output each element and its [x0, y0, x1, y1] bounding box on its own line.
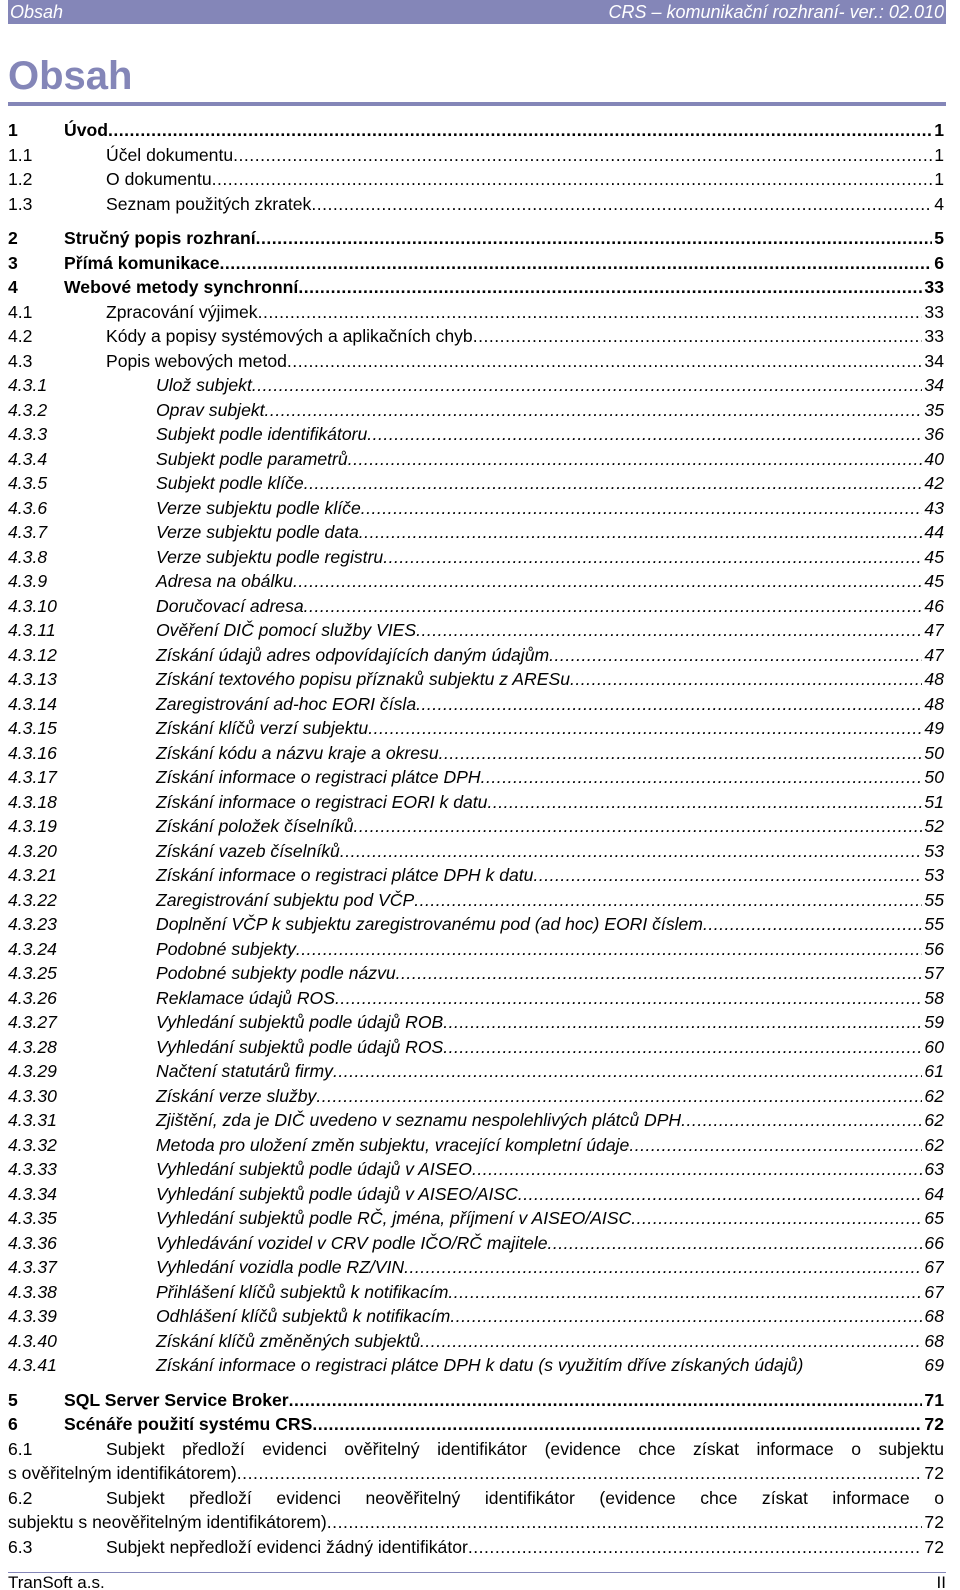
toc-entry-page: 51: [924, 791, 944, 812]
toc-entry-title: Verze subjektu podle klíče: [156, 497, 361, 518]
footer-company: TranSoft a.s.: [8, 1573, 105, 1590]
toc-entry[interactable]: [8, 1059, 944, 1084]
toc-entry-title: Zjištění, zda je DIČ uvedeno v seznamu nespolehlivých plátců DPH: [156, 1110, 682, 1130]
toc-entry[interactable]: [8, 1280, 944, 1305]
toc-entry-page: 34: [924, 375, 944, 395]
toc-entry-number: 4.3.9: [8, 571, 48, 591]
toc-entry-page: 58: [924, 987, 944, 1008]
toc-entry-title: Získání položek číselníků: [156, 816, 354, 836]
toc-leader: [681, 1108, 922, 1133]
toc-entry-number: 3: [8, 252, 18, 273]
toc-entry[interactable]: [8, 520, 944, 545]
toc-entry-number: 4: [8, 277, 18, 297]
toc-leader: [420, 1329, 922, 1354]
toc-entry-page: 53: [924, 865, 944, 885]
toc-entry-page: 40: [924, 448, 944, 469]
toc-entry-number: 4.3.7: [8, 522, 48, 542]
toc-leader: [316, 1084, 922, 1109]
toc-leader: [289, 1388, 923, 1413]
toc-leader: [333, 1059, 922, 1084]
toc-entry[interactable]: [8, 1231, 944, 1256]
toc-entry-title: Získání klíčů verzí subjektu: [156, 718, 369, 738]
toc-entry-title: Vyhledávání vozidel v CRV podle IČO/RČ majitele: [156, 1232, 548, 1253]
toc-leader: [108, 118, 932, 143]
toc-entry-page: 57: [924, 963, 944, 983]
toc-entry[interactable]: [8, 226, 944, 251]
toc-entry-number: 4.2: [8, 326, 33, 346]
toc-leader: [298, 275, 922, 300]
toc-entry[interactable]: [8, 888, 944, 913]
toc-entry-title: Vyhledání subjektů podle údajů v AISEO: [156, 1159, 472, 1179]
toc-leader: [327, 1510, 923, 1535]
toc-entry-page: 33: [924, 277, 944, 297]
toc-entry[interactable]: [8, 839, 944, 864]
toc-entry-title: Zpracování výjimek: [106, 301, 258, 322]
toc-entry-page: 59: [924, 1012, 944, 1032]
toc-entry[interactable]: [8, 447, 944, 472]
toc-entry-title: Doplnění VČP k subjektu zaregistrovanému pod (ad hoc) EORI číslem: [156, 914, 703, 934]
toc-entry-title: Načtení statutárů firmy: [156, 1061, 333, 1081]
toc-leader: [439, 741, 923, 766]
toc-leader: [487, 790, 922, 815]
toc-entry[interactable]: [8, 1353, 944, 1378]
toc-entry-title: SQL Server Service Broker: [64, 1389, 289, 1410]
toc-entry-page: 46: [924, 595, 944, 616]
toc-entry-number: 4.3.38: [8, 1281, 57, 1302]
toc-entry-page: 55: [924, 889, 944, 910]
toc-entry[interactable]: [8, 1535, 944, 1560]
toc-entry-line: [8, 1510, 944, 1535]
toc-entry-page: 62: [924, 1110, 944, 1130]
toc-leader: [293, 569, 922, 594]
toc-entry-page: 55: [924, 914, 944, 934]
toc-entry-number: 4.3.12: [8, 644, 57, 665]
toc-leader: [481, 765, 923, 790]
toc-entry-number: 4.3.34: [8, 1183, 57, 1204]
toc-entry-number: 4.3.2: [8, 399, 48, 420]
toc-entry-title: Adresa na obálku: [156, 571, 293, 591]
toc-entry[interactable]: [8, 1437, 944, 1486]
toc-entry-title: Vyhledání subjektů podle RČ, jména, příjmení v AISEO/AISC: [156, 1208, 632, 1228]
toc-entry-page: 6: [934, 252, 944, 273]
toc-entry-title: Získání informace o registraci plátce DPH k datu (s využitím dříve získaných údajů): [156, 1355, 804, 1375]
toc-entry-title: Odhlášení klíčů subjektů k notifikacím: [156, 1306, 451, 1326]
page-footer: [8, 1572, 946, 1590]
toc-entry-title: Metoda pro uložení změn subjektu, vracející kompletní údaje: [156, 1134, 630, 1155]
toc-entry-title: Zaregistrování subjektu pod VČP: [156, 889, 415, 910]
toc-entry-title: Získání údajů adres odpovídajících daným údajům: [156, 644, 550, 665]
toc-leader: [473, 324, 923, 349]
toc-leader: [219, 251, 932, 276]
toc-entry-number: 1.2: [8, 169, 33, 189]
toc-entry[interactable]: [8, 667, 944, 692]
toc-entry-number: 4.3.29: [8, 1061, 57, 1081]
toc-entry-number: 4.3.23: [8, 914, 57, 934]
toc-leader: [383, 545, 922, 570]
table-of-contents: [8, 118, 944, 1559]
toc-entry-number: 4.3.36: [8, 1232, 57, 1253]
toc-entry-page: 72: [924, 1463, 944, 1483]
toc-entry[interactable]: [8, 324, 944, 349]
toc-entry-number: 4.3.20: [8, 840, 57, 861]
toc-entry[interactable]: [8, 300, 944, 325]
toc-leader: [312, 1412, 922, 1437]
toc-leader: [443, 1010, 922, 1035]
toc-entry-number: 4.3.25: [8, 963, 57, 983]
toc-entry-number: 4.3.41: [8, 1355, 57, 1375]
toc-entry-page: 33: [924, 301, 944, 322]
toc-entry[interactable]: [8, 643, 944, 668]
toc-entry-title: Kódy a popisy systémových a aplikačních chyb: [106, 326, 473, 346]
toc-entry-page: 50: [924, 767, 944, 787]
toc-entry-title: Subjekt podle identifikátoru: [156, 424, 368, 444]
toc-entry-title: Podobné subjekty: [156, 938, 296, 959]
toc-entry[interactable]: [8, 863, 944, 888]
toc-leader: [304, 471, 923, 496]
toc-entry-page: 35: [924, 399, 944, 420]
toc-entry-number: 4.3.4: [8, 448, 48, 469]
toc-entry-title: Podobné subjekty podle názvu: [156, 963, 396, 983]
toc-entry-number: 4.3.15: [8, 718, 57, 738]
toc-leader: [448, 1280, 922, 1305]
toc-entry-page: 34: [924, 350, 944, 371]
toc-leader: [258, 300, 923, 325]
toc-entry[interactable]: [8, 1329, 944, 1354]
toc-entry-title: Vyhledání subjektů podle údajů ROB: [156, 1012, 444, 1032]
toc-entry-title: Subjekt nepředloží evidenci žádný identifikátor: [106, 1536, 468, 1557]
toc-leader: [304, 594, 923, 619]
toc-entry-page: 45: [924, 571, 944, 591]
toc-entry-number: 2: [8, 228, 18, 248]
toc-entry-title: Zaregistrování ad-hoc EORI čísla: [156, 693, 417, 714]
toc-leader: [359, 520, 923, 545]
toc-entry[interactable]: [8, 1010, 944, 1035]
toc-entry-number: 4.3.13: [8, 669, 57, 689]
title-rule: [8, 102, 946, 106]
toc-entry-number: 4.3.33: [8, 1159, 57, 1179]
toc-leader: [368, 716, 922, 741]
toc-entry-number: 4.3.6: [8, 497, 48, 518]
toc-leader: [361, 496, 923, 521]
toc-leader: [367, 422, 922, 447]
toc-entry-number: 4.3.40: [8, 1330, 57, 1351]
toc-entry-title: Reklamace údajů ROS: [156, 987, 335, 1008]
header-section-label: Obsah: [10, 1, 64, 22]
toc-entry-title: Získání klíčů změněných subjektů: [156, 1330, 421, 1351]
toc-entry-number: 1: [8, 120, 18, 140]
toc-entry-page: 72: [924, 1536, 944, 1557]
toc-entry-number: 1.1: [8, 144, 33, 165]
toc-entry-number: 1.3: [8, 193, 33, 214]
toc-entry-page: 72: [924, 1414, 944, 1434]
toc-entry-number: 4.3.21: [8, 865, 57, 885]
toc-entry-title: Přímá komunikace: [64, 252, 220, 273]
toc-entry[interactable]: [8, 1412, 944, 1437]
toc-leader: [629, 1133, 922, 1158]
toc-entry-title: Subjekt předloží evidenci neověřitelný identifikátor (evidence chce získat informace o: [106, 1487, 944, 1508]
toc-entry[interactable]: [8, 143, 944, 168]
toc-entry-title-continued: subjektu s neověřitelným identifikátorem): [8, 1512, 327, 1532]
toc-leader: [443, 1035, 922, 1060]
toc-entry-title: Seznam použitých zkratek: [106, 193, 312, 214]
toc-entry-line: [8, 1461, 944, 1486]
toc-leader: [549, 643, 922, 668]
toc-entry[interactable]: [8, 961, 944, 986]
footer-page-number: II: [936, 1573, 946, 1590]
toc-entry-number: 4.1: [8, 301, 33, 322]
toc-entry[interactable]: [8, 1157, 944, 1182]
toc-leader: [265, 398, 923, 423]
toc-entry-page: 1: [934, 144, 944, 165]
toc-entry[interactable]: [8, 1108, 944, 1133]
toc-entry-title: Přihlášení klíčů subjektů k notifikacím: [156, 1281, 449, 1302]
toc-entry-title: Subjekt předloží evidenci ověřitelný identifikátor (evidence chce získat informace o subjektu: [106, 1438, 944, 1459]
toc-entry-title: Doručovací adresa: [156, 595, 304, 616]
toc-entry[interactable]: [8, 471, 944, 496]
toc-entry-number: 4.3.18: [8, 791, 57, 812]
toc-entry[interactable]: [8, 912, 944, 937]
toc-entry-title: Verze subjektu podle registru: [156, 546, 384, 567]
toc-leader: [404, 1255, 922, 1280]
toc-entry-title: Získání informace o registraci EORI k datu: [156, 791, 488, 812]
toc-entry-page: 62: [924, 1134, 944, 1155]
toc-entry-number: 4.3.8: [8, 546, 48, 567]
toc-entry-page: 1: [934, 120, 944, 140]
toc-entry-page: 36: [924, 424, 944, 444]
toc-entry[interactable]: [8, 716, 944, 741]
toc-entry-page: 67: [924, 1281, 944, 1302]
toc-entry[interactable]: [8, 1255, 944, 1280]
toc-entry-number: 4.3.19: [8, 816, 57, 836]
toc-entry-page: 65: [924, 1208, 944, 1228]
toc-entry[interactable]: [8, 1206, 944, 1231]
toc-leader: [252, 373, 923, 398]
toc-entry[interactable]: [8, 1084, 944, 1109]
toc-leader: [416, 692, 922, 717]
toc-entry[interactable]: [8, 692, 944, 717]
toc-leader: [468, 1535, 923, 1560]
page-title: Obsah: [8, 54, 133, 98]
toc-entry-title: Verze subjektu podle data: [156, 522, 359, 542]
toc-leader: [533, 863, 922, 888]
toc-leader: [340, 839, 923, 864]
toc-entry-number: 4.3.14: [8, 693, 57, 714]
toc-entry-page: 66: [924, 1232, 944, 1253]
toc-entry-page: 50: [924, 742, 944, 763]
toc-entry-title: Získání informace o registraci plátce DPH: [156, 767, 481, 787]
toc-entry-page: 47: [924, 644, 944, 665]
toc-entry[interactable]: [8, 398, 944, 423]
toc-entry[interactable]: [8, 167, 944, 192]
toc-entry[interactable]: [8, 275, 944, 300]
toc-entry-number: 4.3.35: [8, 1208, 57, 1228]
toc-entry-title: Získání vazeb číselníků: [156, 840, 340, 861]
toc-entry[interactable]: [8, 349, 944, 374]
toc-entry-number: 4.3.16: [8, 742, 57, 763]
toc-leader: [472, 1157, 922, 1182]
toc-entry[interactable]: [8, 1182, 944, 1207]
toc-entry[interactable]: [8, 790, 944, 815]
toc-entry-title: Ověření DIČ pomocí služby VIES: [156, 620, 417, 640]
toc-entry-page: 48: [924, 669, 944, 689]
toc-entry[interactable]: [8, 814, 944, 839]
toc-entry-title: Vyhledání vozidla podle RZ/VIN: [156, 1257, 405, 1277]
toc-entry-page: 69: [924, 1355, 944, 1375]
toc-entry-title: Získání kódu a názvu kraje a okresu: [156, 742, 439, 763]
toc-entry-number: 6: [8, 1414, 18, 1434]
toc-leader: [348, 447, 923, 472]
toc-entry[interactable]: [8, 618, 944, 643]
toc-entry-number: 4.3.27: [8, 1012, 57, 1032]
toc-entry-number: 4.3.17: [8, 767, 57, 787]
toc-entry-number: 4.3.5: [8, 473, 48, 493]
toc-entry-title: Ulož subjekt: [156, 375, 252, 395]
toc-entry-title: Vyhledání subjektů podle údajů v AISEO/AISC: [156, 1183, 518, 1204]
toc-leader: [703, 912, 922, 937]
toc-entry-number: 4.3.28: [8, 1036, 57, 1057]
toc-leader: [311, 192, 932, 217]
toc-entry-number: 4.3.1: [8, 375, 48, 395]
toc-entry[interactable]: [8, 741, 944, 766]
toc-entry-line: [8, 1437, 944, 1462]
toc-leader: [237, 1461, 923, 1486]
toc-entry[interactable]: [8, 1035, 944, 1060]
toc-entry-page: 45: [924, 546, 944, 567]
toc-entry-title-continued: s ověřitelným identifikátorem): [8, 1463, 237, 1483]
toc-entry[interactable]: [8, 422, 944, 447]
toc-entry[interactable]: [8, 192, 944, 217]
toc-entry-page: 60: [924, 1036, 944, 1057]
toc-leader: [518, 1182, 923, 1207]
toc-entry-title: Získání informace o registraci plátce DPH k datu: [156, 865, 534, 885]
toc-entry-page: 62: [924, 1085, 944, 1106]
toc-leader: [396, 961, 923, 986]
toc-entry[interactable]: [8, 118, 944, 143]
toc-entry-title: Úvod: [64, 120, 108, 140]
toc-entry-page: 43: [924, 497, 944, 518]
toc-entry[interactable]: [8, 251, 944, 276]
toc-entry-number: 4.3: [8, 350, 33, 371]
toc-entry-number: 4.3.37: [8, 1257, 57, 1277]
toc-entry-page: 42: [924, 473, 944, 493]
toc-entry-number: 6.1: [8, 1438, 33, 1459]
toc-entry[interactable]: [8, 594, 944, 619]
toc-entry[interactable]: [8, 765, 944, 790]
toc-leader: [287, 349, 923, 374]
toc-entry-number: 5: [8, 1389, 18, 1410]
toc-leader: [416, 618, 922, 643]
toc-leader: [296, 937, 923, 962]
toc-entry[interactable]: [8, 496, 944, 521]
toc-entry[interactable]: [8, 937, 944, 962]
toc-entry-number: 4.3.39: [8, 1306, 57, 1326]
toc-leader: [548, 1231, 923, 1256]
toc-entry-number: 4.3.30: [8, 1085, 57, 1106]
toc-entry[interactable]: [8, 1388, 944, 1413]
toc-entry[interactable]: [8, 373, 944, 398]
toc-entry-title: Stručný popis rozhraní: [64, 228, 256, 248]
toc-entry-title: Oprav subjekt: [156, 399, 265, 420]
toc-entry-page: 64: [924, 1183, 944, 1204]
toc-entry-number: 6.3: [8, 1536, 33, 1557]
toc-entry-page: 68: [924, 1306, 944, 1326]
toc-entry-title: Vyhledání subjektů podle údajů ROS: [156, 1036, 444, 1057]
toc-entry-title: Popis webových metod: [106, 350, 287, 371]
toc-entry-page: 72: [924, 1512, 944, 1532]
toc-entry-title: Scénáře použití systému CRS: [64, 1414, 313, 1434]
toc-leader: [631, 1206, 922, 1231]
toc-entry[interactable]: [8, 545, 944, 570]
toc-entry-number: 4.3.11: [8, 620, 56, 640]
toc-entry-page: 47: [924, 620, 944, 640]
toc-entry[interactable]: [8, 1486, 944, 1535]
toc-entry-number: 4.3.26: [8, 987, 57, 1008]
toc-leader: [212, 167, 933, 192]
page-header: [8, 0, 946, 24]
toc-entry-page: 52: [924, 816, 944, 836]
toc-entry-page: 48: [924, 693, 944, 714]
toc-entry[interactable]: [8, 1304, 944, 1329]
toc-entry-page: 53: [924, 840, 944, 861]
toc-leader: [256, 226, 933, 251]
toc-leader: [570, 667, 922, 692]
header-document-label: CRS – komunikační rozhraní- ver.: 02.010: [608, 1, 944, 22]
toc-entry-page: 68: [924, 1330, 944, 1351]
toc-entry-number: 4.3.32: [8, 1134, 57, 1155]
toc-entry-page: 67: [924, 1257, 944, 1277]
toc-entry-page: 5: [934, 228, 944, 248]
toc-leader: [450, 1304, 922, 1329]
toc-leader: [233, 143, 932, 168]
toc-entry[interactable]: [8, 1133, 944, 1158]
toc-entry-number: 4.3.10: [8, 595, 57, 616]
toc-entry-number: 4.3.31: [8, 1110, 57, 1130]
toc-entry-number: 4.3.24: [8, 938, 57, 959]
toc-entry-title: Webové metody synchronní: [64, 277, 299, 297]
toc-entry-number: 4.3.3: [8, 424, 48, 444]
toc-entry-title: Získání textového popisu příznaků subjektu z ARESu: [156, 669, 571, 689]
toc-entry-title: Získání verze služby: [156, 1085, 317, 1106]
toc-entry-page: 56: [924, 938, 944, 959]
toc-entry-title: Subjekt podle klíče: [156, 473, 304, 493]
toc-entry-number: 6.2: [8, 1487, 33, 1508]
toc-entry-line: [8, 1486, 944, 1511]
toc-entry-page: 63: [924, 1159, 944, 1179]
toc-leader: [414, 888, 922, 913]
toc-entry-page: 1: [934, 169, 944, 189]
toc-leader: [354, 814, 923, 839]
toc-entry-title: Účel dokumentu: [106, 144, 234, 165]
toc-entry-page: 71: [924, 1389, 944, 1410]
toc-entry-page: 61: [924, 1061, 944, 1081]
toc-leader: [335, 986, 922, 1011]
toc-entry-number: 4.3.22: [8, 889, 57, 910]
toc-entry-page: 49: [924, 718, 944, 738]
toc-entry[interactable]: [8, 569, 944, 594]
toc-entry-page: 33: [924, 326, 944, 346]
toc-entry[interactable]: [8, 986, 944, 1011]
toc-entry-page: 44: [924, 522, 944, 542]
toc-entry-title: O dokumentu: [106, 169, 212, 189]
toc-entry-title: Subjekt podle parametrů: [156, 448, 348, 469]
toc-entry-page: 4: [934, 193, 944, 214]
